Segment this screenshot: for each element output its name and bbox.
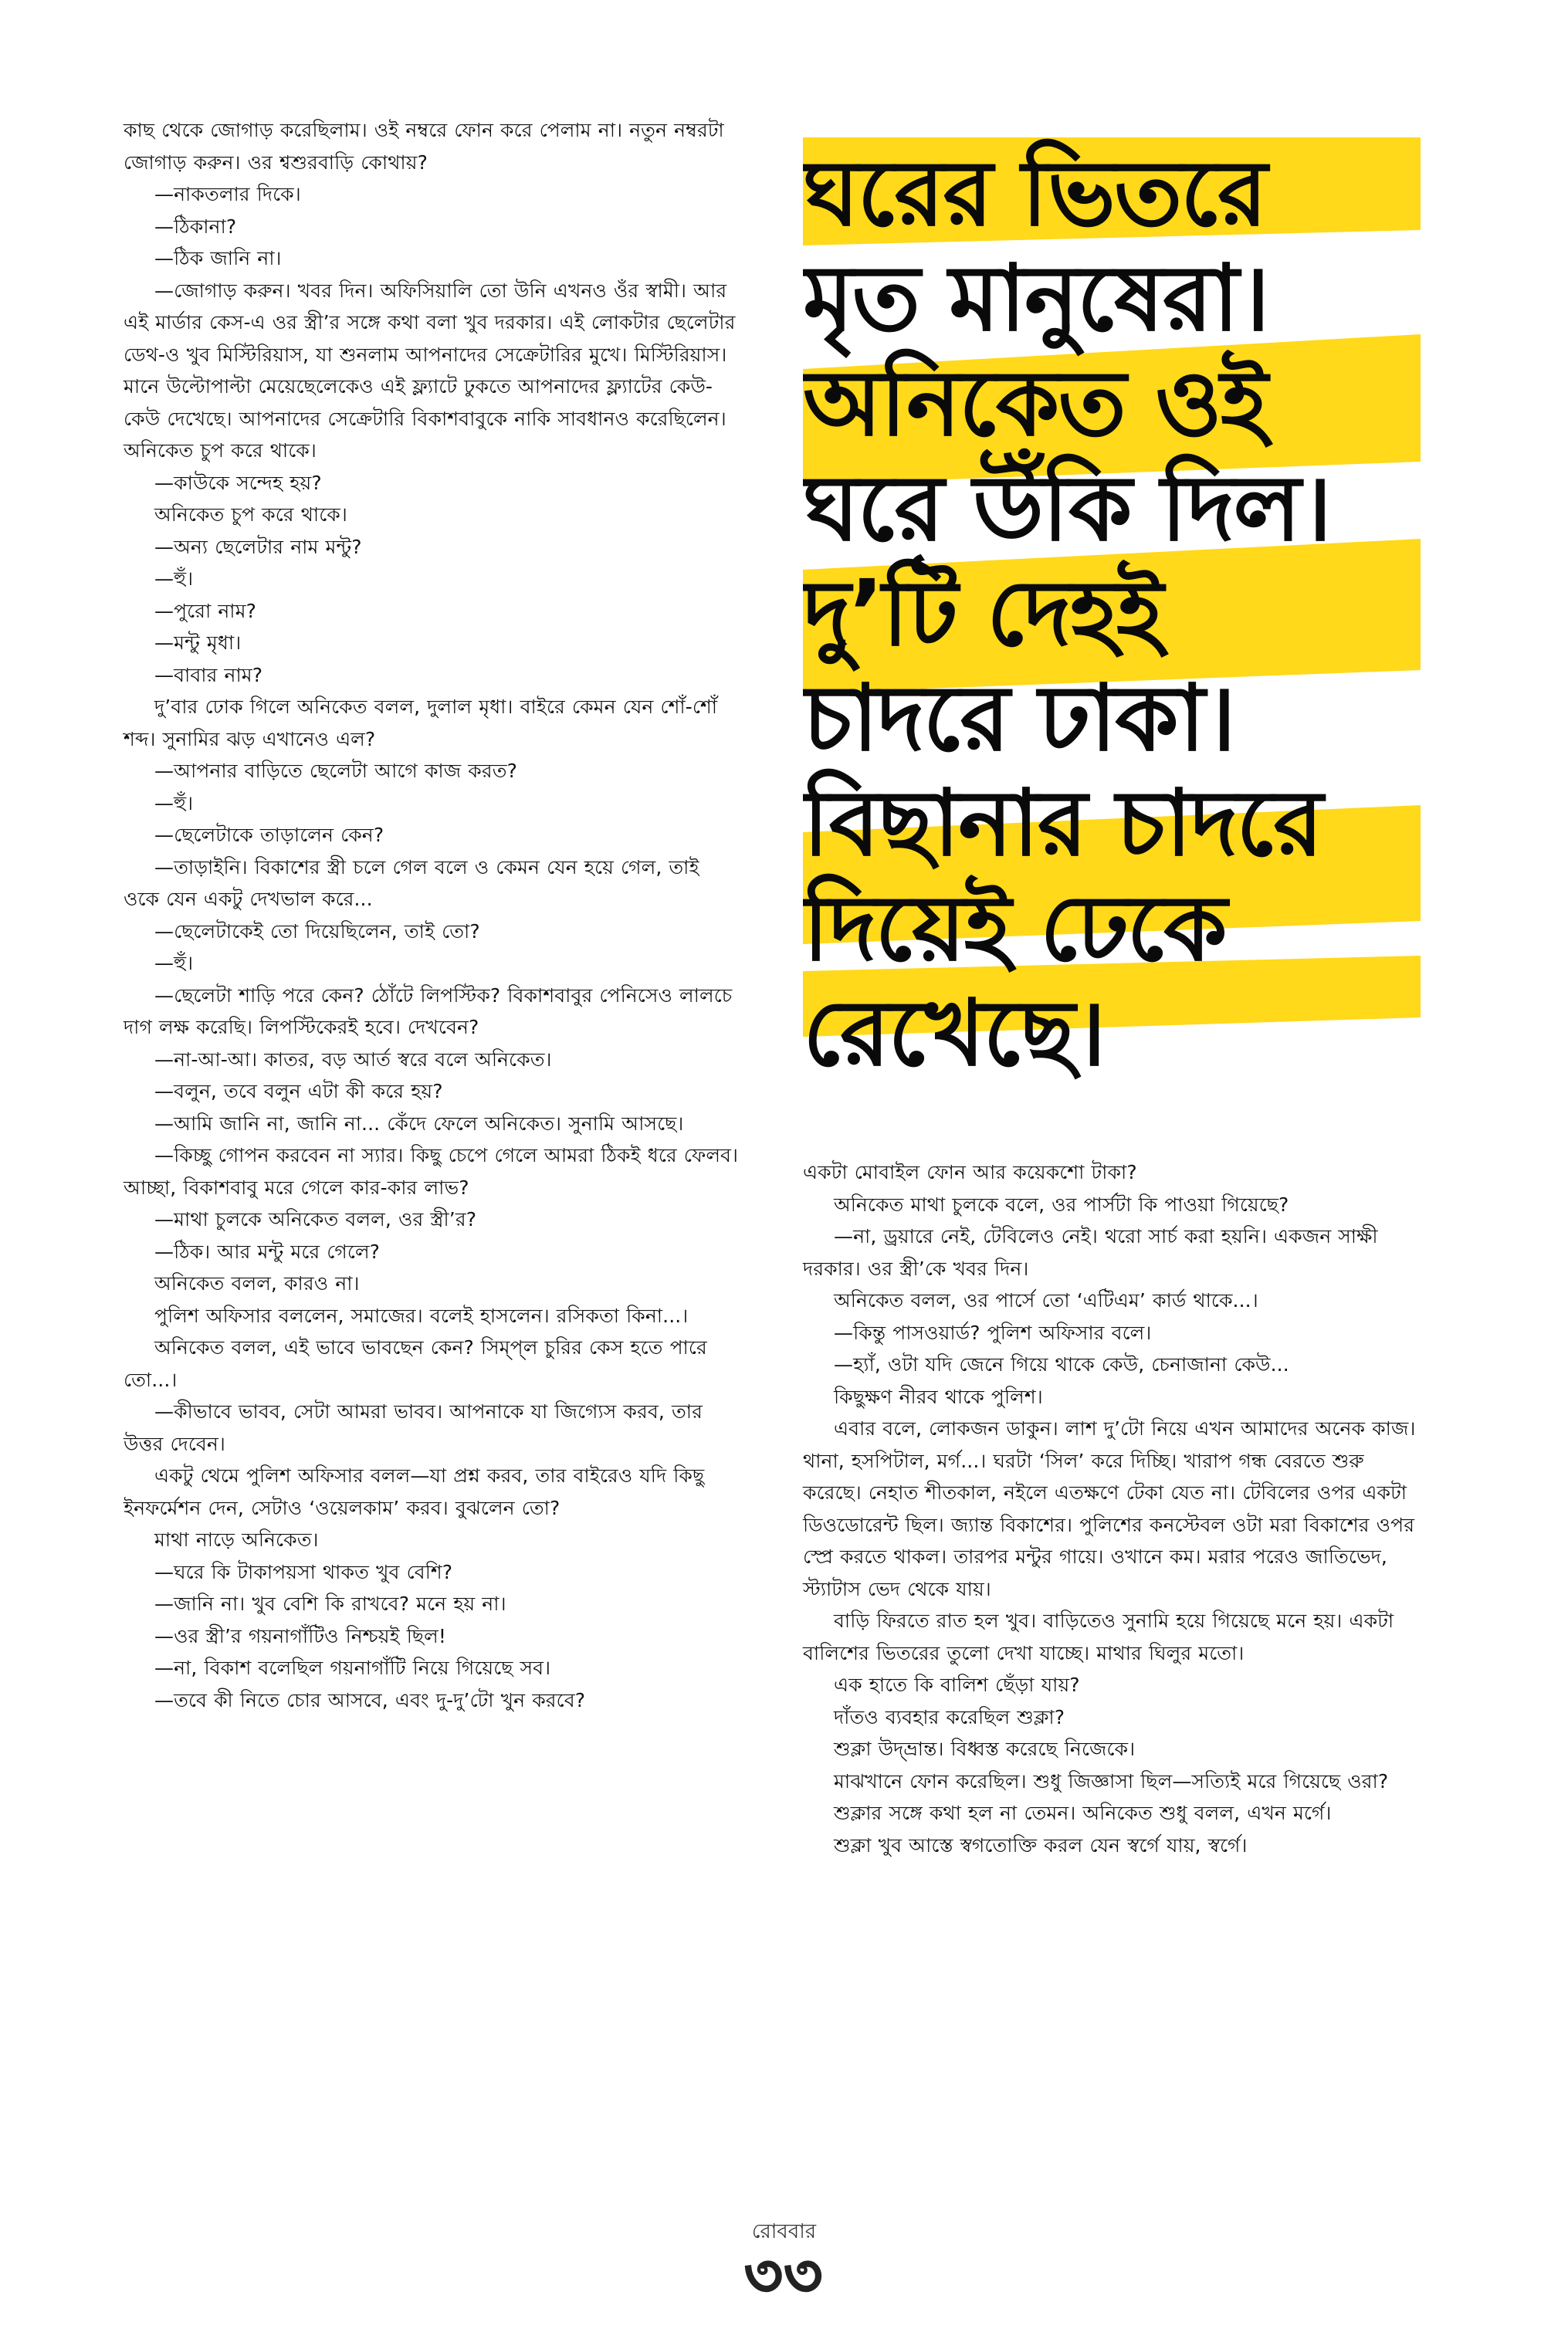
paragraph: —ছেলেটাকে তাড়ালেন কেন? — [154, 824, 384, 846]
paragraph: একটু থেমে পুলিশ অফিসার বলল—যা প্রশ্ন করব, তার বাইরেও যদি কিছু ইনফর্মেশন দেন, সেটাও ‘ওয়েলকাম’ করব। বুঝলেন তো? — [124, 1464, 705, 1519]
paragraph: —হুঁ। — [154, 952, 194, 974]
paragraph: দাঁতও ব্যবহার করেছিল শুক্লা? — [834, 1705, 1065, 1728]
paragraph: —না-আ-আ। কাতর, বড় আর্ত স্বরে বলে অনিকেত। — [154, 1048, 552, 1071]
paragraph: কিছুক্ষণ নীরব থাকে পুলিশ। — [834, 1385, 1043, 1408]
paragraph: শুক্লার সঙ্গে কথা হল না তেমন। অনিকেত শুধু বলল, এখন মর্গে। — [834, 1802, 1332, 1824]
pull-quote-line: দু’টি দেহই — [803, 560, 1163, 666]
paragraph: —মাথা চুলকে অনিকেত বলল, ওর স্ত্রী’র? — [154, 1208, 477, 1231]
paragraph: এবার বলে, লোকজন ডাকুন। লাশ দু’টো নিয়ে এখন আমাদের অনেক কাজ। থানা, হসপিটাল, মর্গ...। ঘরটা ‘সিল’ করে দিচ্ছি। খারাপ গন্ধ বেরতে শুরু করেছে। নেহাত শীতকাল, নইলে এতক্ষণে টেকা যেত না। টেবিলের ওপর একটা ডিওডোরেন্ট ছিল। জ্যান্ত বিকাশের। পুলিশের কনস্টেবল ওটা মরা বিকাশের ওপর স্প্রে করতে থাকল। তারপর মন্টুর গায়ে। ওখানে কম। মরার পরেও জাতিভেদ, স্ট্যাটাস ভেদ থেকে যায়। — [803, 1417, 1416, 1600]
right-text-column — [803, 1156, 1421, 1861]
magazine-name: রোববার — [751, 2220, 817, 2243]
paragraph: —না, বিকাশ বলেছিল গয়নাগাঁটি নিয়ে গিয়েছে সব। — [154, 1657, 551, 1679]
paragraph: —হুঁ। — [154, 567, 194, 590]
paragraph: অনিকেত বলল, কারও না। — [154, 1272, 360, 1295]
paragraph: —অন্য ছেলেটার নাম মন্টু? — [154, 535, 362, 558]
paragraph: —হ্যাঁ, ওটা যদি জেনে গিয়ে থাকে কেউ, চেনাজানা কেউ... — [834, 1353, 1289, 1376]
paragraph: শুক্লা উদ্‌ভ্রান্ত। বিধ্বস্ত করেছে নিজেকে। — [834, 1738, 1136, 1760]
paragraph: অনিকেত মাথা চুলকে বলে, ওর পার্সটা কি পাওয়া গিয়েছে? — [834, 1193, 1289, 1216]
paragraph: দু’বার ঢোক গিলে অনিকেত বলল, দুলাল মৃধা। বাইরে কেমন যেন শোঁ-শোঁ শব্দ। সুনামির ঝড় এখানেও এল? — [124, 696, 718, 750]
paragraph: —ঘরে কি টাকাপয়সা থাকত খুব বেশি? — [154, 1560, 453, 1583]
paragraph: —না, ড্রয়ারে নেই, টেবিলেও নেই। থরো সার্চ করা হয়নি। একজন সাক্ষী দরকার। ওর স্ত্রী’কে খবর দিন। — [803, 1225, 1378, 1280]
paragraph: শুক্লা খুব আস্তে স্বগতোক্তি করল যেন স্বর্গে যায়, স্বর্গে। — [834, 1833, 1248, 1857]
paragraph: বাড়ি ফিরতে রাত হল খুব। বাড়িতেও সুনামি হয়ে গিয়েছে মনে হয়। একটা বালিশের ভিতরের তুলো দেখা যাচ্ছে। মাথার ঘিলুর মতো। — [803, 1610, 1394, 1664]
paragraph: —আমি জানি না, জানি না... কেঁদে ফেলে অনিকেত। সুনামি আসছে। — [154, 1112, 684, 1135]
paragraph: —বাবার নাম? — [154, 663, 263, 686]
paragraph: —জানি না। খুব বেশি কি রাখবে? মনে হয় না। — [154, 1593, 506, 1615]
paragraph: —ওর স্ত্রী’র গয়নাগাঁটিও নিশ্চয়ই ছিল! — [154, 1624, 446, 1647]
paragraph: অনিকেত বলল, এই ভাবে ভাবছেন কেন? সিম্প্‌ল চুরির কেস হতে পারে তো...। — [124, 1336, 707, 1391]
paragraph: —পুরো নাম? — [154, 599, 256, 622]
paragraph: —জোগাড় করুন। খবর দিন। অফিসিয়ালি তো উনি এখনও ওঁর স্বামী। আর এই মার্ডার কেস-এ ওর স্ত্রী’র সঙ্গে কথা বলা খুব দরকার। এই লোকটার ছেলেটার ডেথ-ও খুব মিস্টিরিয়াস, যা শুনলাম আপনাদের সেক্রেটারির মুখে। মিস্টিরিয়াস। মানে উল্টোপাল্টা মেয়েছেলেকেও এই ফ্ল্যাটে ঢুকতে আপনাদের ফ্ল্যাটের কেউ-কেউ দেখেছে। আপনাদের সেক্রেটারি বিকাশবাবুকে নাকি সাবধানও করেছিলেন। — [124, 279, 736, 430]
paragraph: —তবে কী নিতে চোর আসবে, এবং দু-দু’টো খুন করবে? — [154, 1688, 586, 1711]
paragraph: মাথা নাড়ে অনিকেত। — [154, 1528, 319, 1551]
left-text-column — [124, 114, 741, 1716]
paragraph: কাছ থেকে জোগাড় করেছিলাম। ওই নম্বরে ফোন করে পেলাম না। নতুন নম্বরটা জোগাড় করুন। ওর শ্বশুরবাড়ি কোথায়? — [124, 119, 724, 174]
pull-quote-line: অনিকেত ওই — [803, 350, 1267, 456]
pull-quote-line: বিছানার চাদরে — [803, 770, 1322, 876]
paragraph: —কীভাবে ভাবব, সেটা আমরা ভাবব। আপনাকে যা জিগ্যেস করব, তার উত্তর দেবেন। — [124, 1400, 703, 1455]
paragraph: —কাউকে সন্দেহ হয়? — [154, 471, 322, 494]
paragraph: —ঠিক। আর মন্টু মরে গেলে? — [154, 1240, 381, 1263]
paragraph: —কিন্তু পাসওয়ার্ড? পুলিশ অফিসার বলে। — [834, 1321, 1152, 1344]
paragraph: —ঠিকানা? — [154, 215, 237, 238]
paragraph: অনিকেত চুপ করে থাকে। — [154, 503, 347, 526]
paragraph: এক হাতে কি বালিশ ছেঁড়া যায়? — [834, 1674, 1080, 1696]
pull-quote-line: দিয়েই ঢেকে — [803, 875, 1226, 981]
pull-quote-graphic — [803, 137, 1421, 1132]
paragraph: মাঝখানে ফোন করেছিল। শুধু জিজ্ঞাসা ছিল—সত্যিই মরে গিয়েছে ওরা? — [834, 1769, 1389, 1792]
paragraph: —ঠিক জানি না। — [154, 247, 282, 269]
paragraph: —ছেলেটা শাড়ি পরে কেন? ঠোঁটে লিপস্টিক? বিকাশবাবুর পেনিসেও লালচে দাগ লক্ষ করেছি। লিপস্টিকেরই হবে। দেখবেন? — [124, 983, 733, 1038]
pull-quote-line: মৃত মানুষেরা। — [803, 245, 1269, 351]
paragraph: পুলিশ অফিসার বললেন, সমাজের। বলেই হাসলেন। রসিকতা কিনা...। — [154, 1304, 689, 1327]
pull-quote-line: চাদরে ঢাকা। — [803, 665, 1235, 771]
paragraph: অনিকেত বলল, ওর পার্সে তো ‘এটিএম’ কার্ড থাকে...। — [834, 1289, 1258, 1312]
page-number: ৩৩ — [744, 2241, 824, 2310]
paragraph: একটা মোবাইল ফোন আর কয়েকশো টাকা? — [803, 1161, 1137, 1183]
paragraph: —মন্টু মৃধা। — [154, 631, 242, 654]
pull-quote-line: ঘরে উঁকি দিল। — [803, 455, 1331, 561]
paragraph: —কিচ্ছু গোপন করবেন না স্যার। কিছু চেপে গেলে আমরা ঠিকই ধরে ফেলব। আচ্ছা, বিকাশবাবু মরে গেলে কার-কার লাভ? — [124, 1144, 739, 1199]
paragraph: —বলুন, তবে বলুন এটা কী করে হয়? — [154, 1080, 443, 1102]
pull-quote-line: রেখেছে। — [803, 980, 1105, 1086]
paragraph: —হুঁ। — [154, 791, 194, 814]
pull-quote-line: ঘরের ভিতরে — [803, 140, 1266, 246]
paragraph: —আপনার বাড়িতে ছেলেটা আগে কাজ করত? — [154, 760, 517, 782]
paragraph: —ছেলেটাকেই তো দিয়েছিলেন, তাই তো? — [154, 919, 480, 943]
pull-quote-lines — [803, 137, 1421, 1132]
paragraph: —নাকতলার দিকে। — [154, 183, 301, 205]
paragraph: —তাড়াইনি। বিকাশের স্ত্রী চলে গেল বলে ও কেমন যেন হয়ে গেল, তাই ওকে যেন একটু দেখভাল করে... — [124, 855, 699, 910]
paragraph: অনিকেত চুপ করে থাকে। — [124, 439, 317, 462]
